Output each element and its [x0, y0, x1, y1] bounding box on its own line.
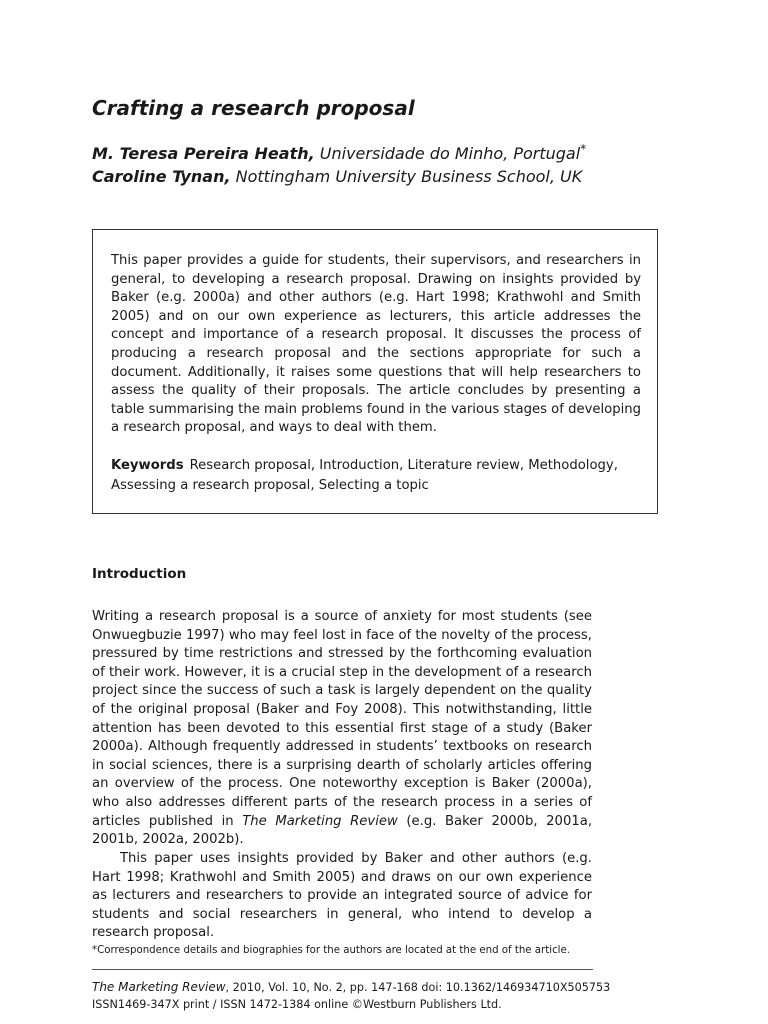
author-line: [92, 142, 586, 163]
paper-title: Crafting a research proposal: [92, 96, 415, 120]
keywords-list: Research proposal, Introduction, Literature review, Methodology, Assessing a research proposal, Selecting a topic: [111, 458, 618, 493]
author-name: M. Teresa Pereira Heath,: [92, 144, 315, 163]
paragraph-text: (e.g. Baker 2000b, 2001a, 2001b, 2002a, 2002b).: [92, 813, 593, 848]
author-line: [92, 167, 582, 186]
abstract-box: [92, 229, 658, 514]
footer-journal-name: The Marketing Review: [92, 980, 226, 994]
body-paragraph: This paper uses insights provided by Baker and other authors (e.g. Hart 1998; Krathwohl and Smith 2005) and draws on our own experience as lecturers and researchers to provide an integrated source of advice for students and social researchers in general, who intend to develop a research proposal.: [92, 851, 592, 941]
keywords-label: Keywords: [111, 458, 184, 473]
author-name: Caroline Tynan,: [92, 167, 231, 186]
body-paragraph: [92, 608, 592, 850]
abstract-text: This paper provides a guide for students, their supervisors, and researchers in general, to developing a research proposal. Drawing on insights provided by Baker (e.g. 2000a) and other authors (e.g. Hart 1998; Krathwohl and Smith 2005) and on our own experience as lecturers, this article addresses the concept and importance of a research proposal. It discusses the process of producing a research proposal and the sections appropriate for such a document. Additionally, it raises some questions that will help researchers to assess the quality of their proposals. The article concludes by presenting a table summarising the main problems found in the various stages of developing a research proposal, and ways to deal with them.: [111, 253, 641, 436]
footer-issn: ISSN1469-347X print / ISSN 1472-1384 online ©Westburn Publishers Ltd.: [92, 998, 502, 1011]
author-affiliation: Nottingham University Business School, UK: [230, 167, 583, 186]
footer-citation-details: , 2010, Vol. 10, No. 2, pp. 147-168 doi: 10.1362/146934710X505753: [225, 981, 611, 994]
keywords: [111, 456, 641, 495]
footnote: *Correspondence details and biographies for the authors are located at the end of the article.: [92, 945, 571, 956]
journal-name: The Marketing Review: [242, 813, 398, 829]
author-affiliation: Universidade do Minho, Portugal: [314, 144, 581, 163]
correspondence-mark: *: [580, 142, 587, 156]
footer-citation: [92, 980, 610, 994]
footer-divider: [92, 969, 593, 970]
paragraph-text: Writing a research proposal is a source of anxiety for most students (see Onwuegbuzie 1997) who may feel lost in face of the novelty of the process, pressured by time restrictions and stressed by the forthcoming evaluation of their work. However, it is a crucial step in the development of a research project since the success of such a task is largely dependent on the quality of the original proposal (Baker and Foy 2008). This notwithstanding, little attention has been devoted to this essential first stage of a study (Baker 2000a). Although frequently addressed in students’ textbooks on research in social sciences, there is a surprising dearth of scholarly articles offering an overview of the process. One noteworthy exception is Baker (2000a), who also addresses different parts of the research process in a series of articles published in: [92, 609, 592, 829]
section-heading-introduction: Introduction: [92, 566, 187, 582]
